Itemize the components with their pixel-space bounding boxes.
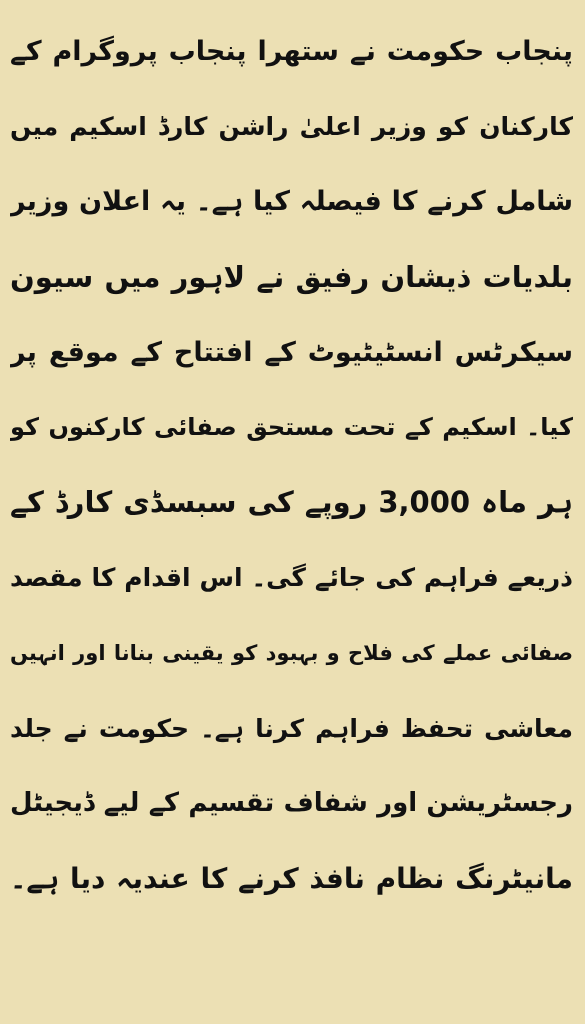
article-line-7: ہر ماہ 3,000 روپے کی سبسڈی کارڈ کے (10, 485, 573, 520)
article-body (10, 14, 573, 916)
article-line-2: کارکنان کو وزیر اعلیٰ راشن کارڈ اسکیم میں (10, 112, 573, 142)
article-line-10: معاشی تحفظ فراہم کرنا ہے۔ حکومت نے جلد (10, 713, 573, 743)
article-line-3: شامل کرنے کا فیصلہ کیا ہے۔ یہ اعلان وزیر (10, 186, 573, 218)
article-line-12: مانیٹرنگ نظام نافذ کرنے کا عندیہ دیا ہے۔ (10, 862, 573, 896)
article-line-6: کیا۔ اسکیم کے تحت مستحق صفائی کارکنوں کو (10, 412, 573, 441)
article-line-1: پنجاب حکومت نے ستھرا پنجاب پروگرام کے (10, 36, 573, 67)
article-line-8: ذریعے فراہم کی جائے گی۔ اس اقدام کا مقصد (10, 563, 573, 593)
article-line-4: بلدیات ذیشان رفیق نے لاہور میں سیون (10, 259, 573, 294)
article-line-5: سیکرٹس انسٹیٹیوٹ کے افتتاح کے موقع پر (10, 336, 573, 368)
article-line-11: رجسٹریشن اور شفاف تقسیم کے لیے ڈیجیٹل (10, 787, 573, 818)
article-line-9: صفائی عملے کی فلاح و بہبود کو یقینی بنانا اور انہیں (10, 640, 573, 665)
